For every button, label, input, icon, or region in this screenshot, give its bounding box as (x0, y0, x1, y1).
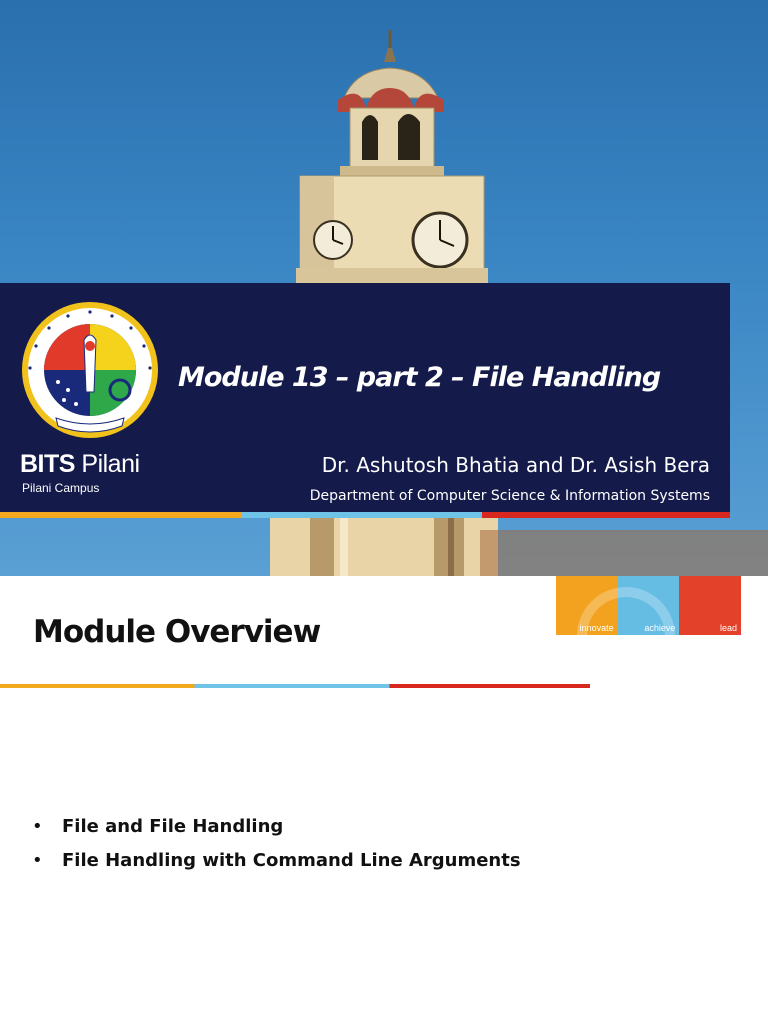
tag-lead (679, 576, 741, 635)
bullet-text: File Handling with Command Line Arguments (62, 850, 521, 871)
authors: Dr. Ashutosh Bhatia and Dr. Asish Bera (321, 453, 710, 477)
department: Department of Computer Science & Information Systems (309, 488, 710, 504)
bullet-list (30, 816, 521, 884)
tag-lead-label: lead (720, 623, 738, 633)
color-stripe (0, 512, 730, 518)
bullet-icon: • (32, 850, 43, 871)
tag-innovate-label: innovate (579, 623, 614, 633)
overview-title: Module Overview (33, 614, 321, 650)
color-stripe (0, 684, 590, 688)
tag-achieve (618, 576, 680, 635)
brand-name-bold: BITS (20, 450, 75, 478)
list-item (30, 850, 521, 871)
brand-name-regular: Pilani (74, 450, 140, 478)
list-item (30, 816, 521, 837)
tag-achieve-label: achieve (644, 623, 676, 633)
overview-slide (0, 576, 768, 1024)
bits-pilani-wordmark (20, 450, 140, 479)
tag-innovate (556, 576, 618, 635)
bullet-icon: • (32, 816, 43, 837)
bullet-text: File and File Handling (62, 816, 284, 837)
innovate-achieve-lead-banner (556, 576, 741, 635)
bits-pilani-seal-icon (20, 300, 160, 440)
slide-title: Module 13 – part 2 – File Handling (178, 362, 661, 393)
campus-label: Pilani Campus (22, 481, 100, 495)
